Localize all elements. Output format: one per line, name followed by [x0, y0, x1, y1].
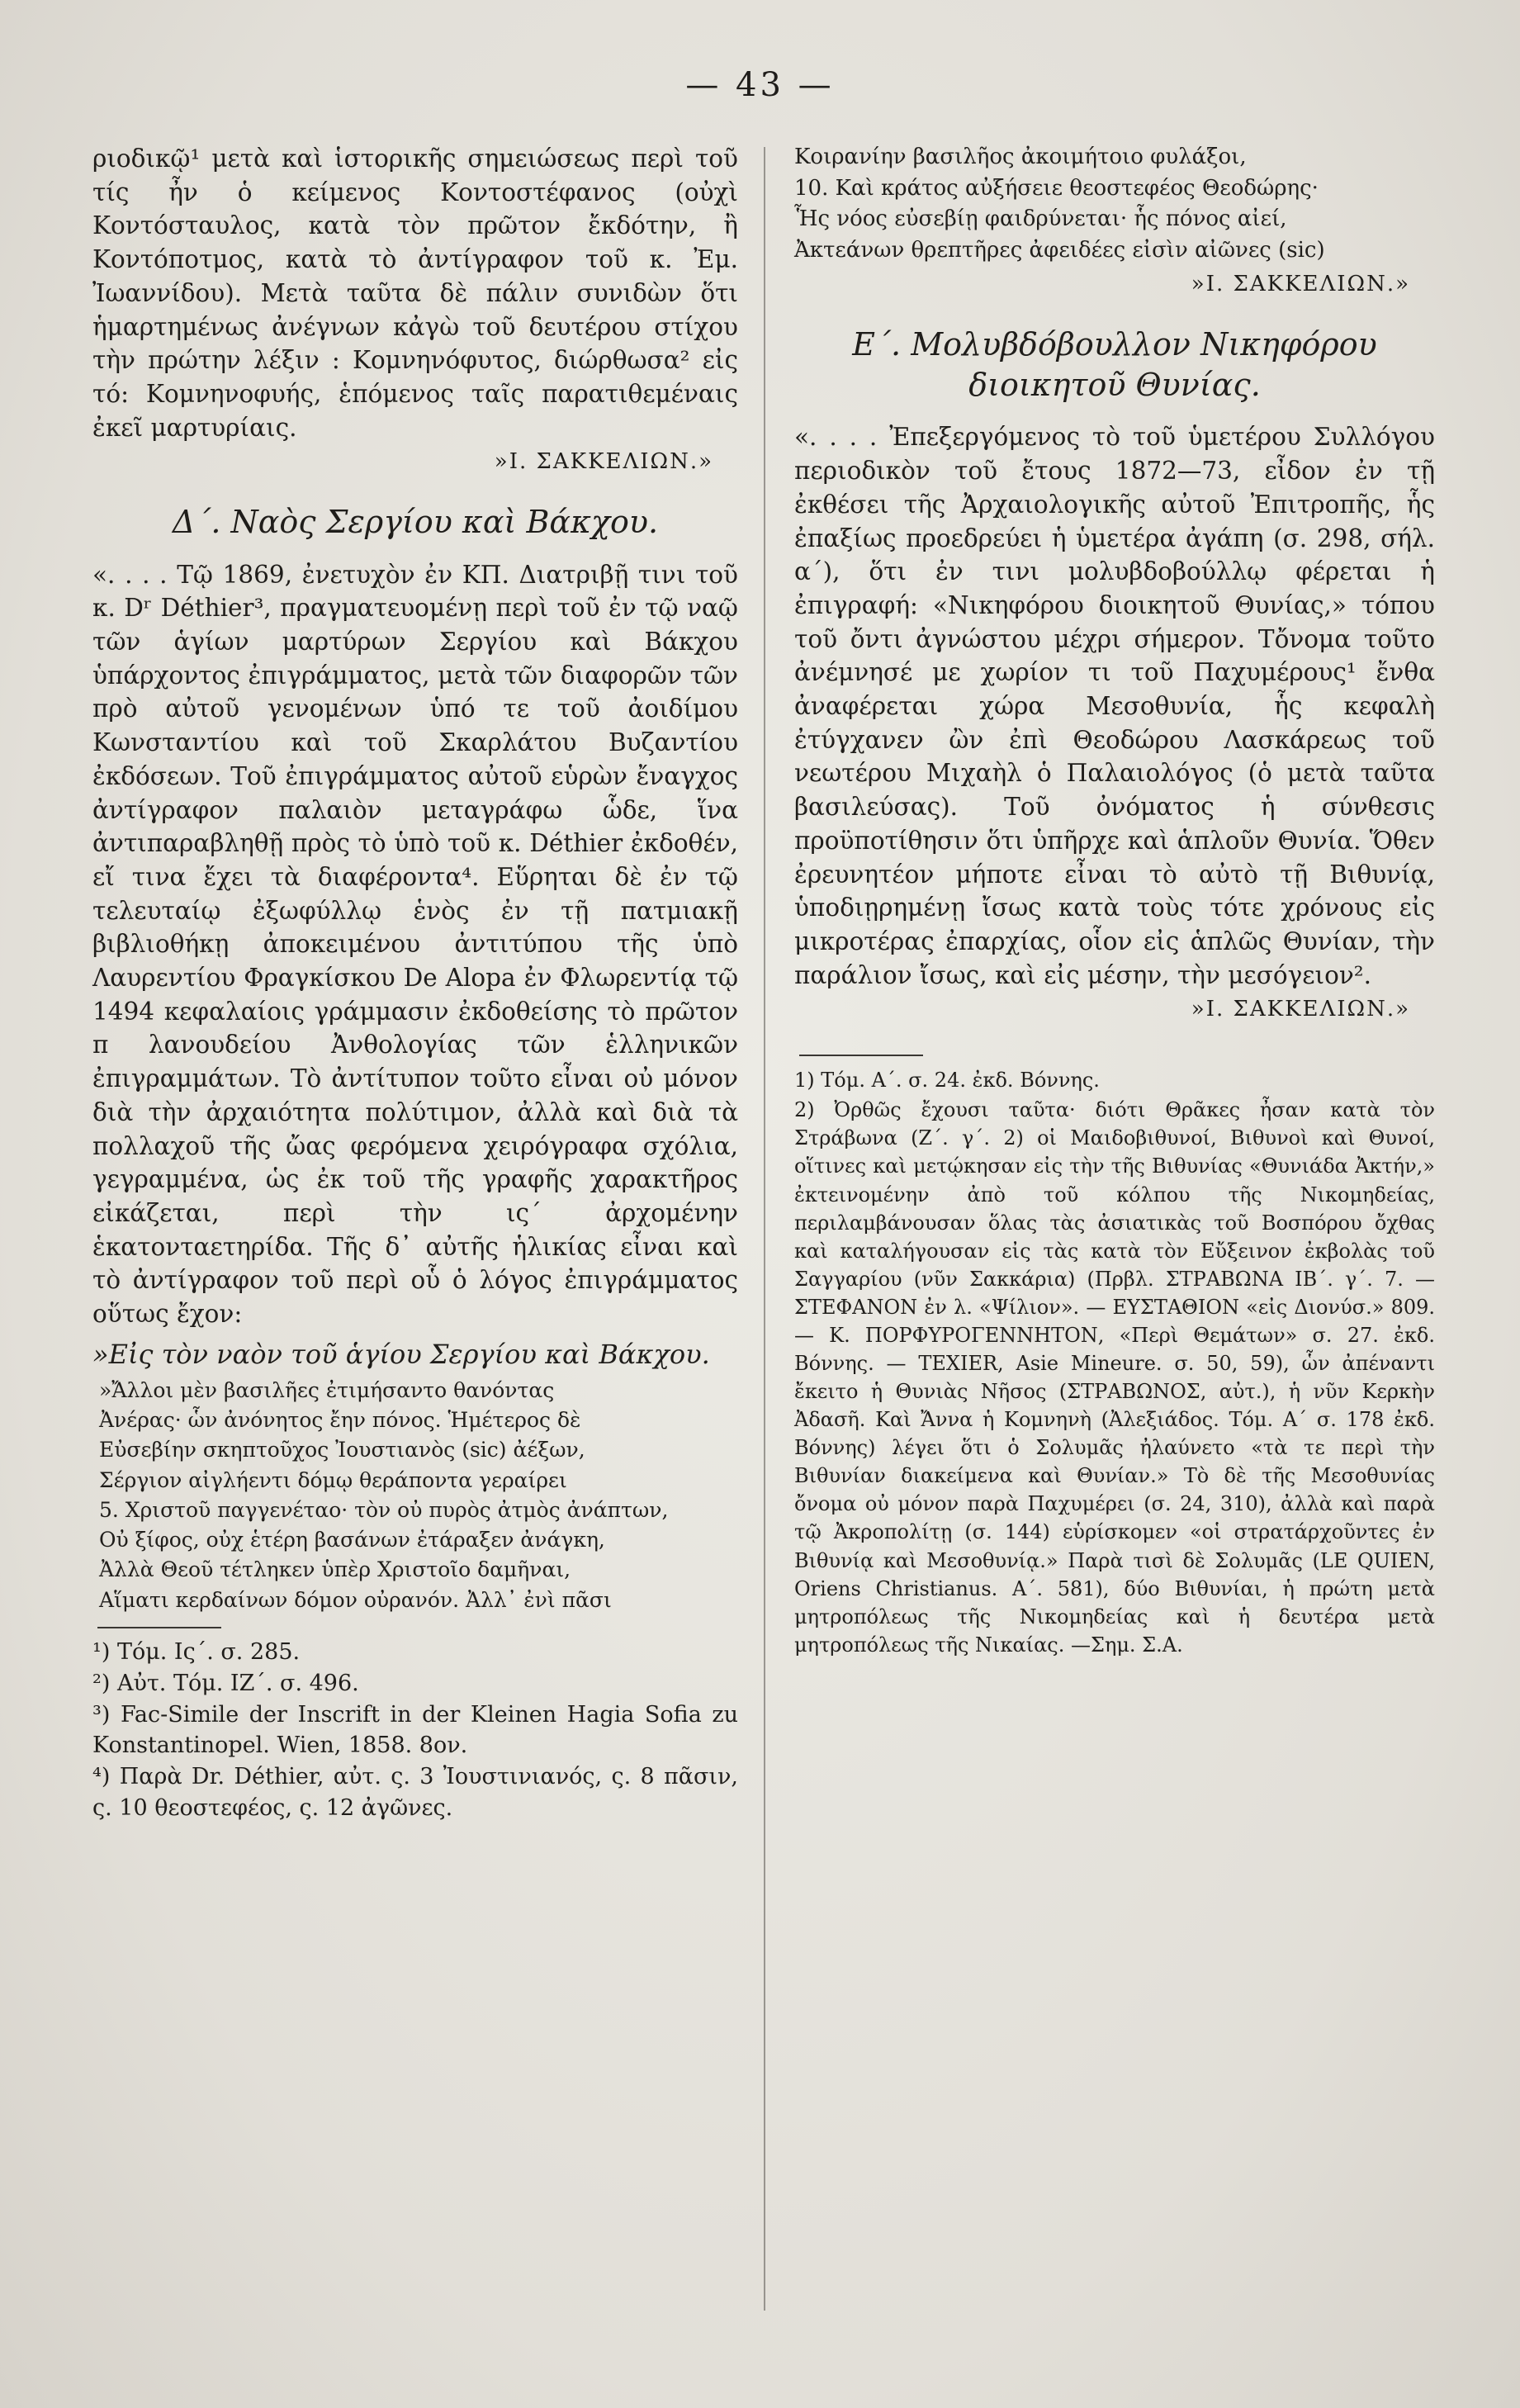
section-heading-epsilon: Ε΄. Μολυβδόβουλλον Νικηφόρου διοικητοῦ Θυνίας. — [852, 325, 1377, 404]
verse-line: Ἀνέρας· ὧν ἀνόνητος ἔην πόνος. Ἡμέτερος δὲ — [99, 1408, 581, 1433]
verse-line: Ἧς νόος εὐσεβίῃ φαιδρύνεται· ἧς πόνος αἰεί, — [794, 206, 1287, 232]
footnote: 1) Τόμ. Α΄. σ. 24. ἐκδ. Βόννης. — [794, 1069, 1100, 1093]
verse-line: Ἀκτεάνων θρεπτῆρες ἀφειδέες εἰσὶν αἰῶνες (sic) — [794, 238, 1325, 263]
signature: »Ι. ΣΑΚΚΕΛΙΩΝ.» — [1191, 271, 1410, 296]
verse-line: Εὐσεβίην σκηπτοῦχος Ἰουστιανὸς (sic) ἀέξων, — [99, 1438, 585, 1462]
verse-line: 10. Καὶ κράτος αὐξήσειε θεοστεφέος Θεοδώρης· — [794, 175, 1319, 201]
verse-continuation — [794, 142, 1435, 267]
column-divider — [764, 147, 765, 2311]
signature: »Ι. ΣΑΚΚΕΛΙΩΝ.» — [1191, 997, 1410, 1022]
footnote: ¹) Τόμ. Ις΄. σ. 285. — [92, 1638, 301, 1665]
body-paragraph: «. . . . Τῷ 1869, ἐνετυχὸν ἐν ΚΠ. Διατριβῇ τινι τοῦ κ. Dʳ Déthier³, πραγματευομένῃ περὶ τοῦ ἐν τῷ ναῷ τῶν ἁγίων μαρτύρων Σεργίου καὶ Βάκχου ὑπάρχοντος ἐπιγράμματος, μετὰ τῶν διαφορῶν τῶν πρὸ αὐτοῦ γενομένων ὑπό τε τοῦ ἀοιδίμου Κωνσταντίου καὶ τοῦ Σκαρλάτου Βυζαντίου ἐκδόσεων. Τοῦ ἐπιγράμματος αὐτοῦ εὑρὼν ἔναγχος ἀντίγραφον παλαιὸν μεταγράφω ὧδε, ἵνα ἀντιπαραβληθῇ πρὸς τὸ ὑπὸ τοῦ κ. Déthier ἐκδοθέν, εἴ τινα ἔχει τὰ διαφέροντα⁴. Εὕρηται δὲ ἐν τῷ τελευταίῳ ἐξωφύλλῳ ἑνὸς ἐν τῇ πατμιακῇ βιβλιοθήκῃ ἀποκειμένου ἀντιτύπου τῆς ὑπὸ Λαυρεντίου Φραγκίσκου De Alopa ἐν Φλωρεντίᾳ τῷ 1494 κεφαλαίοις γράμμασιν ἐκδοθείσης τὸ πρῶτον π λανουδείου Ἀνθολογίας τῶν ἑλληνικῶν ἐπιγραμμάτων. Τὸ ἀντίτυπον τοῦτο εἶναι οὐ μόνον διὰ τὴν ἀρχαιότητα πολύτιμον, ἀλλὰ καὶ διὰ τὰ πολλαχοῦ τῆς ὤας φερόμενα χειρόγραφα σχόλια, γεγραμμένα, ὡς ἐκ τοῦ τῆς γραφῆς χαρακτῆρος εἰκάζεται, περὶ τὴν ις΄ ἀρχομένην ἑκατονταετηρίδα. Τῆς δ᾽ αὐτῆς ἡλικίας εἶναι καὶ τὸ ἀντίγραφον τοῦ περὶ οὗ ὁ λόγος ἐπιγράμματος οὕτως ἔχον: — [92, 560, 738, 1329]
poem-title: »Εἰς τὸν ναὸν τοῦ ἁγίου Σεργίου καὶ Βάκχου. — [92, 1338, 710, 1370]
footnote: 2) Ὀρθῶς ἔχουσι ταῦτα· διότι Θρᾶκες ἦσαν κατὰ τὸν Στράβωνα (Ζ΄. γ΄. 2) οἱ Μαιδοβιθυνοί, Βιθυνοὶ καὶ Θυνοί, οἵτινες καὶ μετῴκησαν εἰς τὴν τῆς Βιθυνίας «Θυνιάδα Ἀκτήν,» ἐκτεινομένην ἀπὸ τοῦ κόλπου τῆς Νικομηδείας, περιλαμβάνουσαν ὅλας τὰς ἀσιατικὰς τοῦ Βοσπόρου ὄχθας καὶ καταλήγουσαν εἰς τὰς κατὰ τὸν Εὔξεινον ἐκβολὰς τοῦ Σαγγαρίου (νῦν Σακκάρια) (Πρβλ. ΣΤΡΑΒΩΝΑ ΙΒ΄. γ΄. 7. — ΣΤΕΦΑΝΟΝ ἐν λ. «Ψίλιον». — ΕΥΣΤΑΘΙΟΝ «εἰς Διονύσ.» 809. — Κ. ΠΟΡΦΥΡΟΓΕΝΝΗΤΟΝ, «Περὶ Θεμάτων» σ. 27. ἐκδ. Βόννης. — TEXIER, Asie Mineure. σ. 50, 59), ὧν ἀπέναντι ἔκειτο ἡ Θυνιὰς Νῆσος (ΣΤΡΑΒΩΝΟΣ, αὐτ.), ἡ νῦν Κερκὴν Ἀδασῆ. Καὶ Ἄννα ἡ Κομνηνὴ (Ἀλεξιάδος. Τόμ. Α΄ σ. 178 ἐκδ. Βόννης) λέγει ὅτι ὁ Σολυμᾶς ἠλαύνετο «τὰ τε περὶ τὴν Βιθυνίαν διακείμενα καὶ Θυνίαν.» Τὸ δὲ τῆς Μεσοθυνίας ὄνομα οὐ μόνον παρὰ Παχυμέρει (σ. 24, 310), ἀλλὰ καὶ παρὰ τῷ Ἀκροπολίτῃ (σ. 144) εὑρίσκομεν «οἱ στρατάρχοῦντες ἐν Βιθυνίᾳ καὶ Μεσοθυνίᾳ.» Παρὰ τισὶ δὲ Σολυμᾶς (LE QUIEN, Oriens Christianus. Α΄. 581), δύο Βιθυνίαι, ἡ πρώτη μετὰ μητροπόλεως τῆς Νικομηδείας καὶ ἡ δευτέρα μετὰ μητροπόλεως τῆς Νικαίας. —Σημ. Σ.Α. — [794, 1098, 1435, 1657]
right-column — [794, 142, 1435, 1661]
verse-line: Κοιρανίην βασιλῆος ἀκοιμήτοιο φυλάξοι, — [794, 145, 1247, 169]
left-column — [92, 142, 738, 1824]
section-heading-delta: Δ΄. Ναὸς Σεργίου καὶ Βάκχου. — [172, 504, 659, 541]
verse-line: »Ἄλλοι μὲν βασιλῆες ἐτιμήσαντο θανόντας — [99, 1377, 555, 1402]
verse-line: 5. Χριστοῦ παγγενέταο· τὸν οὐ πυρὸς ἀτμὸς ἀνάπτων, — [99, 1497, 669, 1522]
verse-line: Αἵματι κερδαίνων δόμον οὐρανόν. Ἀλλ᾽ ἐνὶ πᾶσι — [99, 1587, 612, 1612]
footnote-rule — [799, 1055, 923, 1056]
footnote: ⁴) Παρὰ Dr. Déthier, αὐτ. ς. 3 Ἰουστινιανός, ς. 8 πᾶσιν, ς. 10 θεοστεφέος, ς. 12 ἀγῶνες. — [92, 1764, 738, 1821]
intro-paragraph: ριοδικῷ¹ μετὰ καὶ ἱστορικῆς σημειώσεως περὶ τοῦ τίς ἦν ὁ κείμενος Κοντοστέφανος (οὐχὶ Κοντόσταυλος, κατὰ τὸν πρῶτον ἔκδότην, ἢ Κοντόποτμος, κατὰ τὸ ἀντίγραφον τοῦ κ. Ἐμ. Ἰωαννίδου). Μετὰ ταῦτα δὲ πάλιν συνιδὼν ὅτι ἡμαρτημένως ἀνέγνων κἀγὼ τοῦ δευτέρου στίχου τὴν πρώτην λέξιν : Κομνηνόφυτος, διώρθωσα² εἰς τό: Κομνηνοφυής, ἑπόμενος ταῖς παρατιθεμέναις ἐκεῖ μαρτυρίαις. — [92, 145, 738, 442]
verse-line: Ἀλλὰ Θεοῦ τέτληκεν ὑπὲρ Χριστοῖο δαμῆναι, — [99, 1557, 571, 1582]
footnote-rule — [97, 1627, 221, 1628]
verse-line: Σέργιον αἰγλήεντι δόμῳ θεράποντα γεραίρει — [99, 1467, 567, 1492]
footnote: ³) Fac-Simile der Inscrift in der Kleinen Hagia Sofia zu Konstantinopel. Wien, 1858. 8ον. — [92, 1701, 738, 1759]
footnote: ²) Αὐτ. Τόμ. ΙΖ΄. σ. 496. — [92, 1670, 359, 1696]
body-paragraph: «. . . . Ἐπεξεργόμενος τὸ τοῦ ὑμετέρου Συλλόγου περιοδικὸν τοῦ ἔτους 1872—73, εἶδον ἐν τῇ ἐκθέσει τῆς Ἀρχαιολογικῆς αὐτοῦ Ἐπιτροπῆς, ἧς ἐπαξίως προεδρεύει ἡ ὑμετέρα ἀγάπη (σ. 298, σήλ. α΄), ὅτι ἐν τινι μολυβδοβούλλῳ φέρεται ἡ ἐπιγραφή: «Νικηφόρου διοικητοῦ Θυνίας,» τόπου τοῦ ὄντι ἀγνώστου μέχρι σήμερον. Τὄνομα τοῦτο ἀνέμνησέ με χωρίον τι τοῦ Παχυμέρους¹ ἔνθα ἀναφέρεται χώρα Μεσοθυνία, ἧς κεφαλὴ ἐτύγχανεν ὢν ἐπὶ Θεοδώρου Λασκάρεως τοῦ νεωτέρου Μιχαὴλ ὁ Παλαιολόγος (ὁ μετὰ ταῦτα βασιλεύσας). Τοῦ ὀνόματος ἡ σύνθεσις προϋποτίθησιν ὅτι ὑπῆρχε καὶ ἁπλοῦν Θυνία. Ὅθεν ἐρευνητέον μήποτε εἶναι τὸ αὐτὸ τῇ Βιθυνίᾳ, ὑποδιῃρημένῃ ἴσως κατὰ τοὺς τότε χρόνους εἰς μικροτέρας ἐπαρχίας, οἷον εἰς ἁπλῶς Θυνίαν, τὴν παράλιον ἴσως, καὶ εἰς μέσην, τὴν μεσόγειον². — [794, 423, 1435, 989]
poem-verses — [92, 1376, 738, 1615]
verse-line: Οὐ ξίφος, οὐχ ἑτέρη βασάνων ἐτάραξεν ἀνάγκη, — [99, 1528, 605, 1552]
signature: »Ι. ΣΑΚΚΕΛΙΩΝ.» — [494, 449, 713, 475]
page-number: — 43 — — [685, 66, 835, 104]
